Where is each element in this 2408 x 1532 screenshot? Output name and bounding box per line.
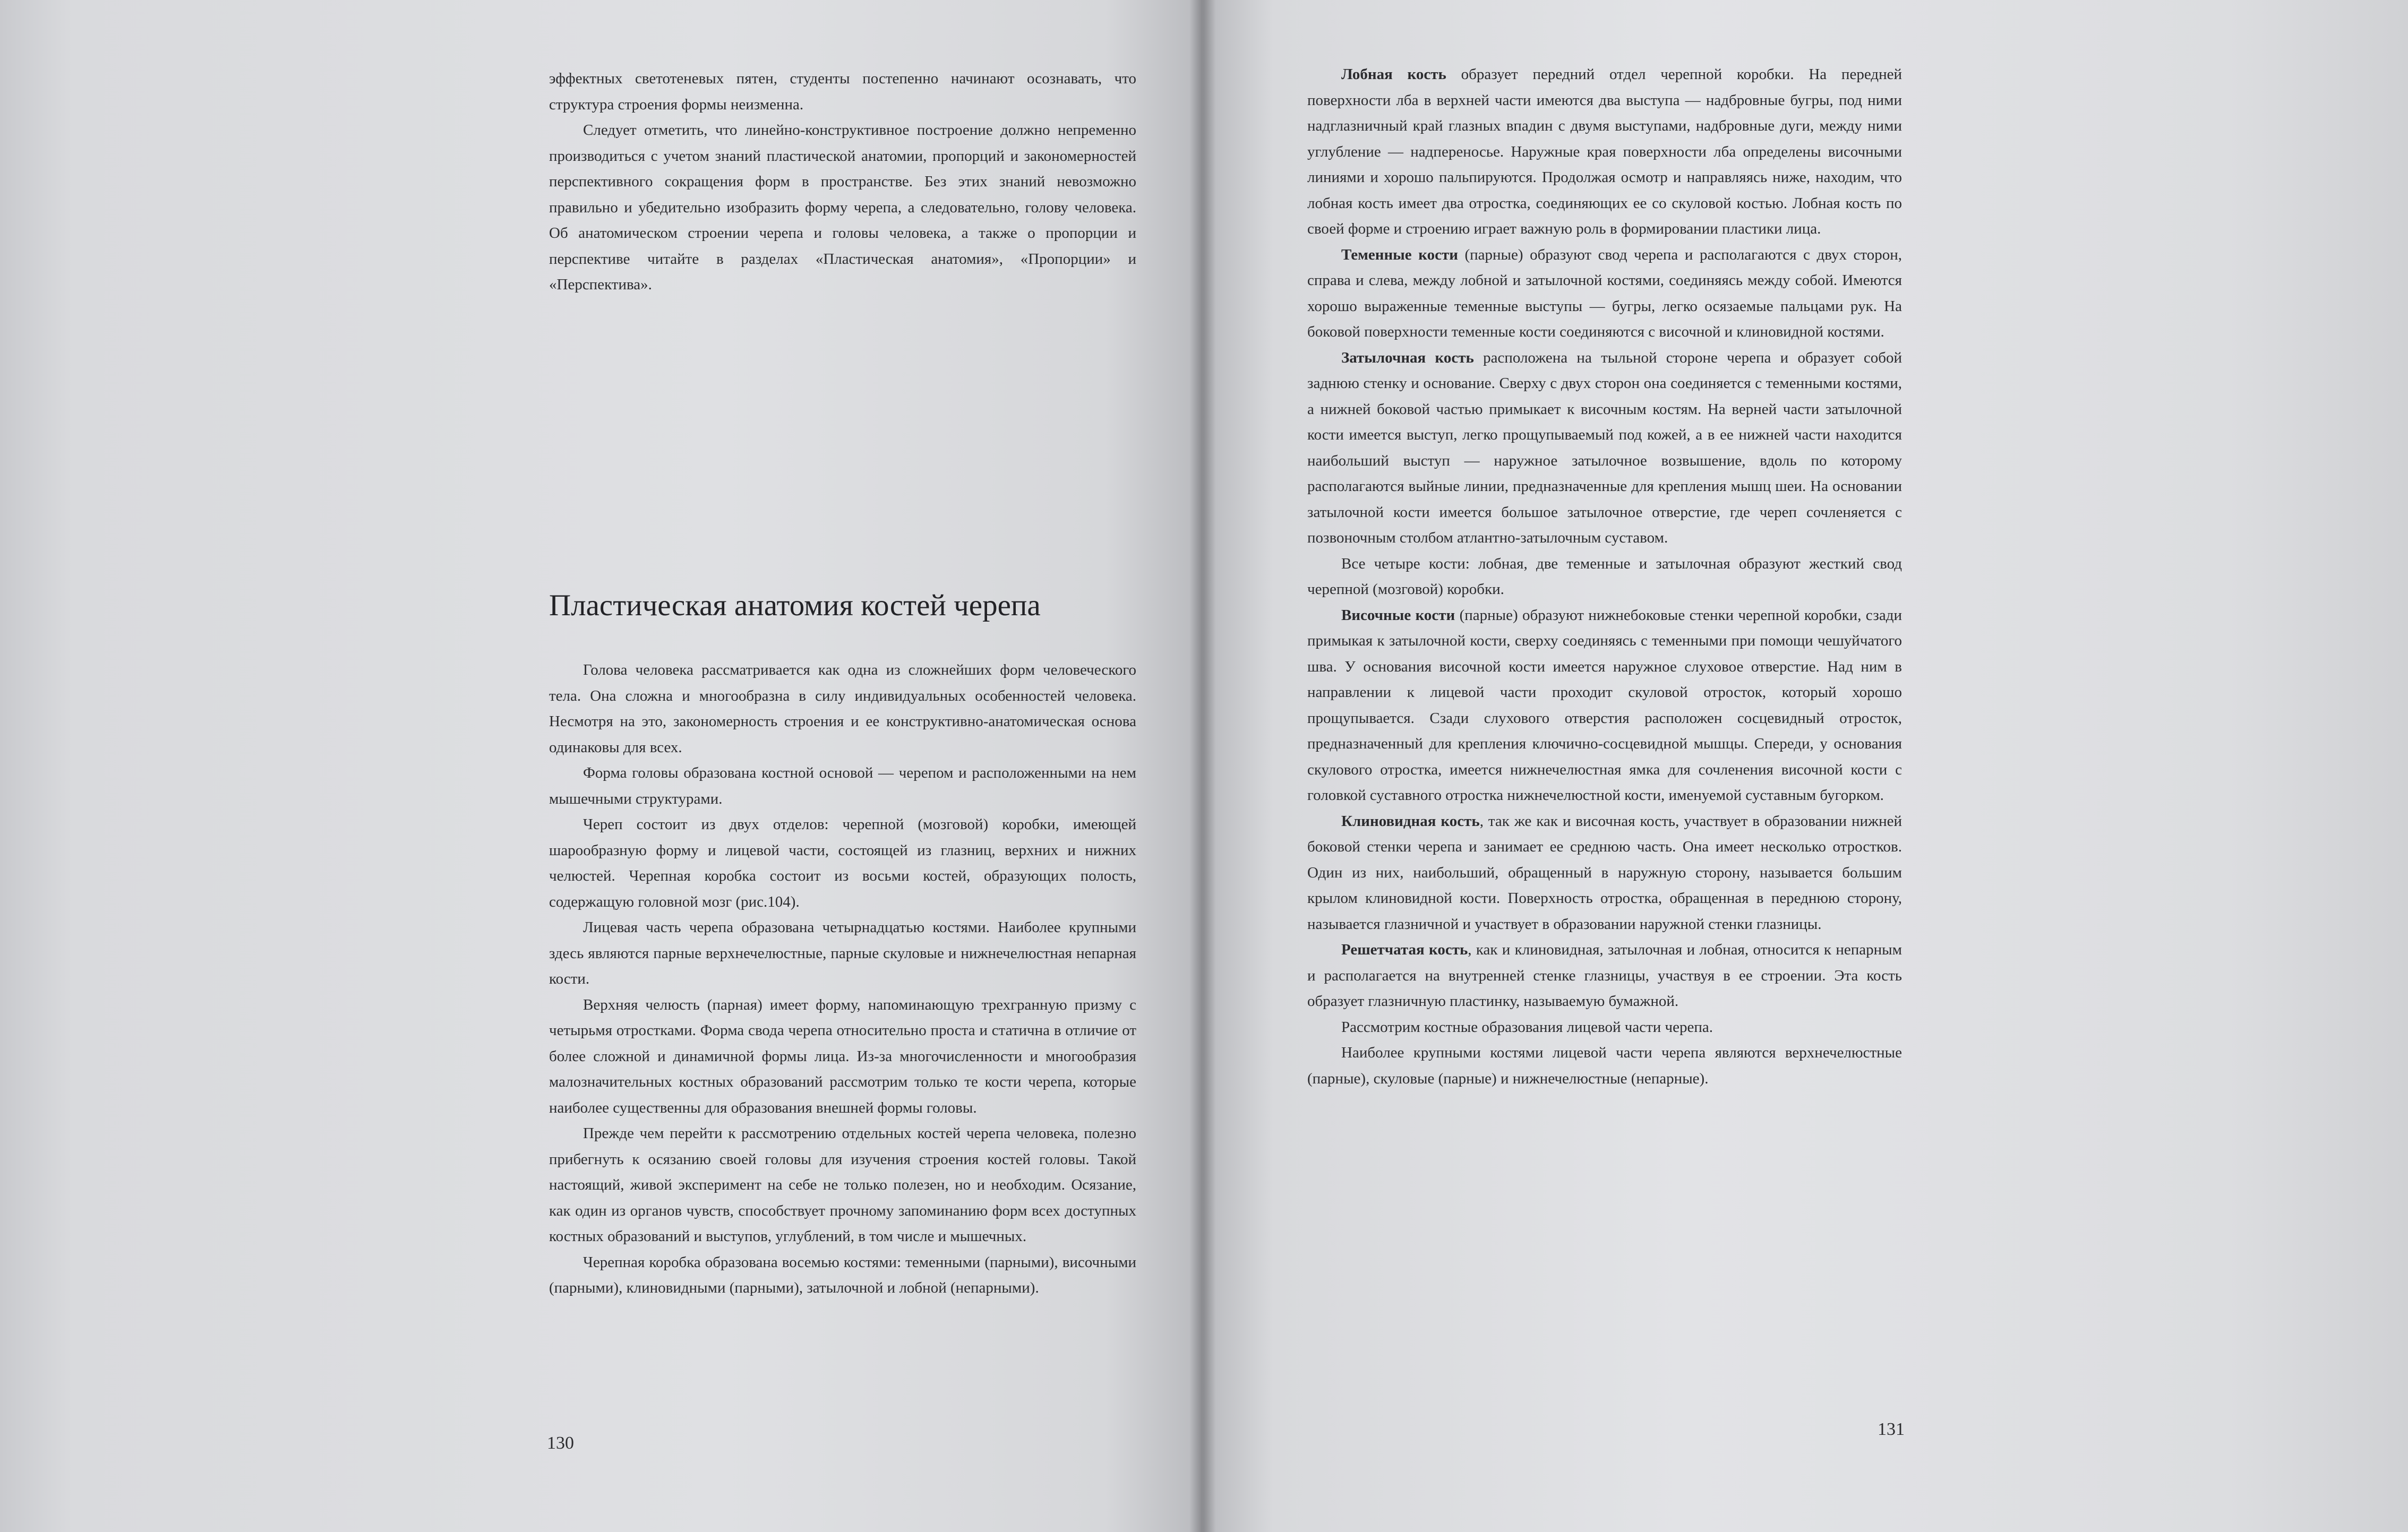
paragraph: Череп состоит из двух отделов: черепной (мозговой) коробки, имеющей шарообразную форму и лицевой части, состоящей из глазниц, верхних и нижних челюстей. Черепная коробка состоит из восьми костей, образующих полость, содержащую головной мозг (рис.104). — [549, 816, 1136, 910]
paragraph-text: Наиболее крупными костями лицевой части черепа являются верхнечелюстные (парные), скуловые (парные) и нижнечелюстные (непарные). — [1307, 1044, 1902, 1087]
paragraph — [1307, 62, 1902, 242]
paragraph-text: (парные) образуют свод черепа и располагаются с двух сторон, справа и слева, между лобной и затылочной костями, соединяясь между собой. Имеются хорошо выраженные теменные выступы — бугры, легко осязаемые пальцами рук. На боковой поверхности теменные кости соединяются с височной и клиновидной костями. — [1307, 246, 1902, 340]
paragraph — [1307, 551, 1902, 603]
term: Решетчатая кость — [1341, 941, 1468, 958]
paragraph-text: образует передний отдел черепной коробки. На передней поверхности лба в верхней части имеются два выступа — надбровные бугры, под ними надглазничный край глазных впадин с двумя выступами, надбровные дуги, между ними углубление — надпереносье. Наружные края поверхности лба определены височными линиями и хорошо пальпируются. Продолжая осмотр и направляясь ниже, находим, что лобная кость имеет два отростка, соединяющих ее со скуловой костью. Лобная кость по своей форме и строению играет важную роль в формировании пластики лица. — [1307, 66, 1902, 237]
paragraph: Следует отметить, что линейно-конструктивное построение должно непременно производиться с учетом знаний пластической анатомии, пропорций и закономерностей перспективного сокращения форм в пространстве. Без этих знаний невозможно правильно и убедительно изобразить форму черепа, а следовательно, голову человека. Об анатомическом строении черепа и головы человека, а также о пропорции и перспективе читайте в разделах «Пластическая анатомия», «Пропорции» и «Перспектива». — [549, 122, 1136, 293]
right-body-text — [1307, 62, 1902, 1091]
page-number: 130 — [547, 1433, 574, 1453]
paragraph — [1307, 1014, 1902, 1040]
paragraph: Черепная коробка образована восемью костями: теменными (парными), височными (парными), клиновидными (парными), затылочной и лобной (непарными). — [549, 1253, 1136, 1296]
term: Клиновидная кость — [1341, 812, 1480, 830]
term: Височные кости — [1341, 606, 1455, 624]
left-top-text — [549, 66, 1136, 298]
paragraph — [1307, 937, 1902, 1014]
paragraph-text: Все четыре кости: лобная, две теменные и затылочная образуют жесткий свод черепной (мозговой) коробки. — [1307, 555, 1902, 598]
page-number: 131 — [1878, 1419, 1905, 1439]
paragraph — [1307, 1040, 1902, 1091]
paragraph: Верхняя челюсть (парная) имеет форму, напоминающую трехгранную призму с четырьмя отростками. Форма свода черепа относительно проста и статична в отличие от более сложной и динамичной формы лица. Из-за многочисленности и многообразия малозначительных костных образований рассмотрим только те кости черепа, которые наиболее существенны для образования внешней формы головы. — [549, 996, 1136, 1116]
left-page — [0, 0, 1201, 1532]
paragraph-text: Рассмотрим костные образования лицевой части черепа. — [1341, 1018, 1713, 1036]
section-title: Пластическая анатомия костей черепа — [549, 589, 1041, 622]
paragraph: Форма головы образована костной основой — черепом и расположенными на нем мышечными структурами. — [549, 764, 1136, 807]
paragraph — [1307, 242, 1902, 345]
paragraph-text: (парные) образуют нижнебоковые стенки черепной коробки, сзади примыкая к затылочной кости, сверху соединяясь с теменными при помощи чешуйчатого шва. У основания височной кости имеется наружное слуховое отверстие. Над ним в направлении к лицевой части проходит скуловой отросток, который хорошо прощупывается. Сзади слухового отверстия расположен сосцевидный отросток, предназначенный для крепления ключично-сосцевидной мышцы. Спереди, у основания скулового отростка, имеется нижнечелюстная ямка для сочленения височной кости с головкой суставного отростка нижнечелюстной кости, именуемой суставным бугорком. — [1307, 606, 1902, 804]
paragraph: Прежде чем перейти к рассмотрению отдельных костей черепа человека, полезно прибегнуть к осязанию своей головы для изучения строения костей головы. Такой настоящий, живой эксперимент на себе не только полезен, но и необходим. Осязание, как один из органов чувств, способствует прочному запоминанию форм всех доступных костных образований и выступов, углублений, в том числе и мышечных. — [549, 1125, 1136, 1245]
term: Лобная кость — [1341, 66, 1446, 83]
left-body-text — [549, 657, 1136, 1301]
book-gutter — [1189, 0, 1216, 1532]
term: Теменные кости — [1341, 246, 1458, 263]
term: Затылочная кость — [1341, 349, 1474, 366]
paragraph — [1307, 345, 1902, 551]
paragraph — [1307, 603, 1902, 808]
paragraph: Голова человека рассматривается как одна из сложнейших форм человеческого тела. Она сложна и многообразна в силу индивидуальных особенностей человека. Несмотря на это, закономерность строения и ее конструктивно-анатомическая основа одинаковы для всех. — [549, 661, 1136, 756]
paragraph: эффектных светотеневых пятен, студенты постепенно начинают осознавать, что структура строения формы неизменна. — [549, 70, 1136, 113]
paragraph-text: , как и клиновидная, затылочная и лобная, относится к непарным и располагается на внутренней стенке глазницы, участвуя в ее строении. Эта кость образует глазничную пластинку, называемую бумажной. — [1307, 941, 1902, 1010]
paragraph-text: расположена на тыльной стороне черепа и образует собой заднюю стенку и основание. Сверху с двух сторон она соединяется с теменными костями, а нижней боковой частью примыкает к височным костям. На верней части затылочной кости имеется выступ, легко прощупываемый под кожей, а в ее нижней части находится наибольший выступ — наружное затылочное возвышение, вдоль по которому располагаются выйные линии, предназначенные для крепления мышц шеи. На основании затылочной кости имеется большое затылочное отверстие, где череп сочленяется с позвоночным столбом атлантно-затылочным суставом. — [1307, 349, 1903, 546]
paragraph-text: , так же как и височная кость, участвует в образовании нижней боковой стенки черепа и занимает ее среднюю часть. Она имеет несколько отростков. Один из них, наибольший, обращенный в наружную сторону, называется большим крылом клиновидной кости. Поверхность отростка, обращенная в переднюю сторону, называется глазничной и участвует в образовании наружной стенки глазницы. — [1307, 812, 1902, 933]
paragraph — [1307, 808, 1902, 937]
paragraph: Лицевая часть черепа образована четырнадцатью костями. Наиболее крупными здесь являются парные верхнечелюстные, парные скуловые и нижнечелюстная непарная кости. — [549, 919, 1136, 987]
